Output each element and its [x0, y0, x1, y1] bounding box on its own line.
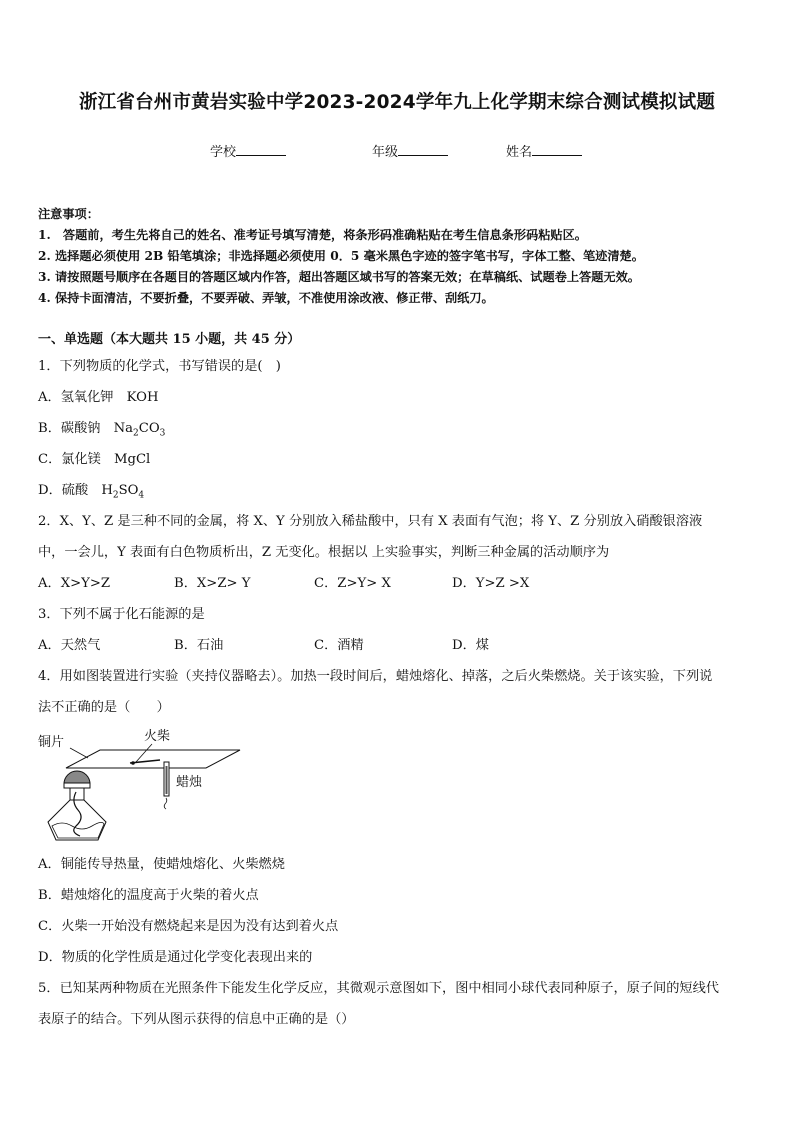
q1-b-sub2: 3 [159, 428, 166, 439]
match-leader [136, 744, 152, 762]
grade-blank [398, 142, 448, 156]
q2-stem-line2: 中，一会儿，Y 表面有白色物质析出，Z 无变化。根据以 上实验事实，判断三种金属的活动顺序为 [38, 545, 610, 560]
grade-field [372, 141, 448, 160]
q4-option-d: D．物质的化学性质是通过化学变化表现出来的 [38, 950, 313, 965]
q3-option-a: A．天然气 [38, 638, 101, 653]
lamp-cap-ring [64, 783, 90, 788]
note-item: 3. 请按照题号顺序在各题目的答题区域内作答，超出答题区域书写的答案无效；在草稿纸、试题卷上答题无效。 [38, 270, 640, 284]
experiment-figure [30, 726, 250, 844]
copper-leader [70, 748, 88, 758]
q1-b-rest: CO [138, 421, 160, 436]
note-item: 1. 答题前，考生先将自己的姓名、准考证号填写清楚，将条形码准确粘贴在考生信息条形码粘贴区。 [38, 228, 587, 242]
grade-label: 年级 [372, 145, 399, 160]
q1-d-sub1: 2 [112, 490, 119, 501]
q4-option-b: B．蜡烛熔化的温度高于火柴的着火点 [38, 888, 259, 903]
name-blank [532, 142, 582, 156]
lamp-flame [64, 771, 90, 784]
q5-stem-line1: 5．已知某两种物质在光照条件下能发生化学反应，其微观示意图如下，图中相同小球代表同种原子，原子间的短线代 [38, 981, 719, 996]
copper-label: 铜片 [38, 735, 65, 750]
q1-d-text: D．硫酸 H [38, 483, 113, 498]
q2-option-d: D．Y>Z >X [452, 576, 530, 591]
school-field [210, 141, 286, 160]
q1-option-c: C．氯化镁 MgCl [38, 452, 151, 467]
q1-d-rest: SO [118, 483, 139, 498]
school-blank [236, 142, 286, 156]
q1-option-d [38, 479, 144, 501]
q4-stem-line1: 4．用如图装置进行实验（夹持仪器略去）。加热一段时间后，蜡烛熔化、掉落，之后火柴燃烧。关于该实验，下列说 [38, 669, 713, 684]
q3-option-b: B．石油 [174, 638, 224, 653]
q2-option-b: B．X>Z> Y [174, 576, 251, 591]
section-heading: 一、单选题（本大题共 15 小题，共 45 分） [38, 332, 301, 347]
note-item: 4. 保持卡面清洁，不要折叠，不要弄破、弄皱，不准使用涂改液、修正带、刮纸刀。 [38, 291, 494, 305]
lamp-neck [70, 788, 84, 800]
q1-option-b [38, 417, 165, 439]
q3-stem: 3．下列不属于化石能源的是 [38, 607, 205, 622]
q1-stem: 1．下列物质的化学式，书写错误的是( ) [38, 359, 281, 374]
school-label: 学校 [210, 145, 237, 160]
candle-wick [164, 798, 167, 809]
name-field [506, 141, 582, 160]
q1-d-sub2: 4 [138, 490, 145, 501]
name-label: 姓名 [506, 145, 533, 160]
candle-label: 蜡烛 [176, 775, 203, 790]
match-label: 火柴 [144, 729, 171, 744]
q3-option-c: C．酒精 [314, 638, 364, 653]
q2-option-a: A．X>Y>Z [38, 576, 111, 591]
notes-heading: 注意事项： [38, 207, 99, 221]
q2-option-c: C．Z>Y> X [314, 576, 391, 591]
q1-b-sub1: 2 [133, 428, 139, 439]
q1-b-text: B．碳酸钠 Na [38, 421, 134, 436]
q4-option-a: A．铜能传导热量，使蜡烛熔化、火柴燃烧 [38, 857, 285, 872]
notes-block [38, 204, 644, 309]
match-head [131, 761, 135, 765]
note-item: 2. 选择题必须使用 2B 铅笔填涂；非选择题必须使用 0．5 毫米黑色字迹的签字笔书写，字体工整、笔迹清楚。 [38, 249, 644, 263]
q2-stem-line1: 2．X、Y、Z 是三种不同的金属，将 X、Y 分别放入稀盐酸中，只有 X 表面有气泡；将 Y、Z 分别放入硝酸银溶液 [38, 514, 703, 529]
exam-title: 浙江省台州市黄岩实验中学2023-2024学年九上化学期末综合测试模拟试题 [78, 92, 716, 113]
q4-stem-line2: 法不正确的是（ ） [38, 700, 170, 715]
q5-stem-line2: 表原子的结合。下列从图示获得的信息中正确的是（） [38, 1012, 355, 1027]
copper-plate [66, 750, 240, 768]
q4-option-c: C．火柴一开始没有燃烧起来是因为没有达到着火点 [38, 919, 339, 934]
q1-option-a: A．氢氧化钾 KOH [38, 390, 159, 405]
q3-option-d: D．煤 [452, 638, 489, 653]
